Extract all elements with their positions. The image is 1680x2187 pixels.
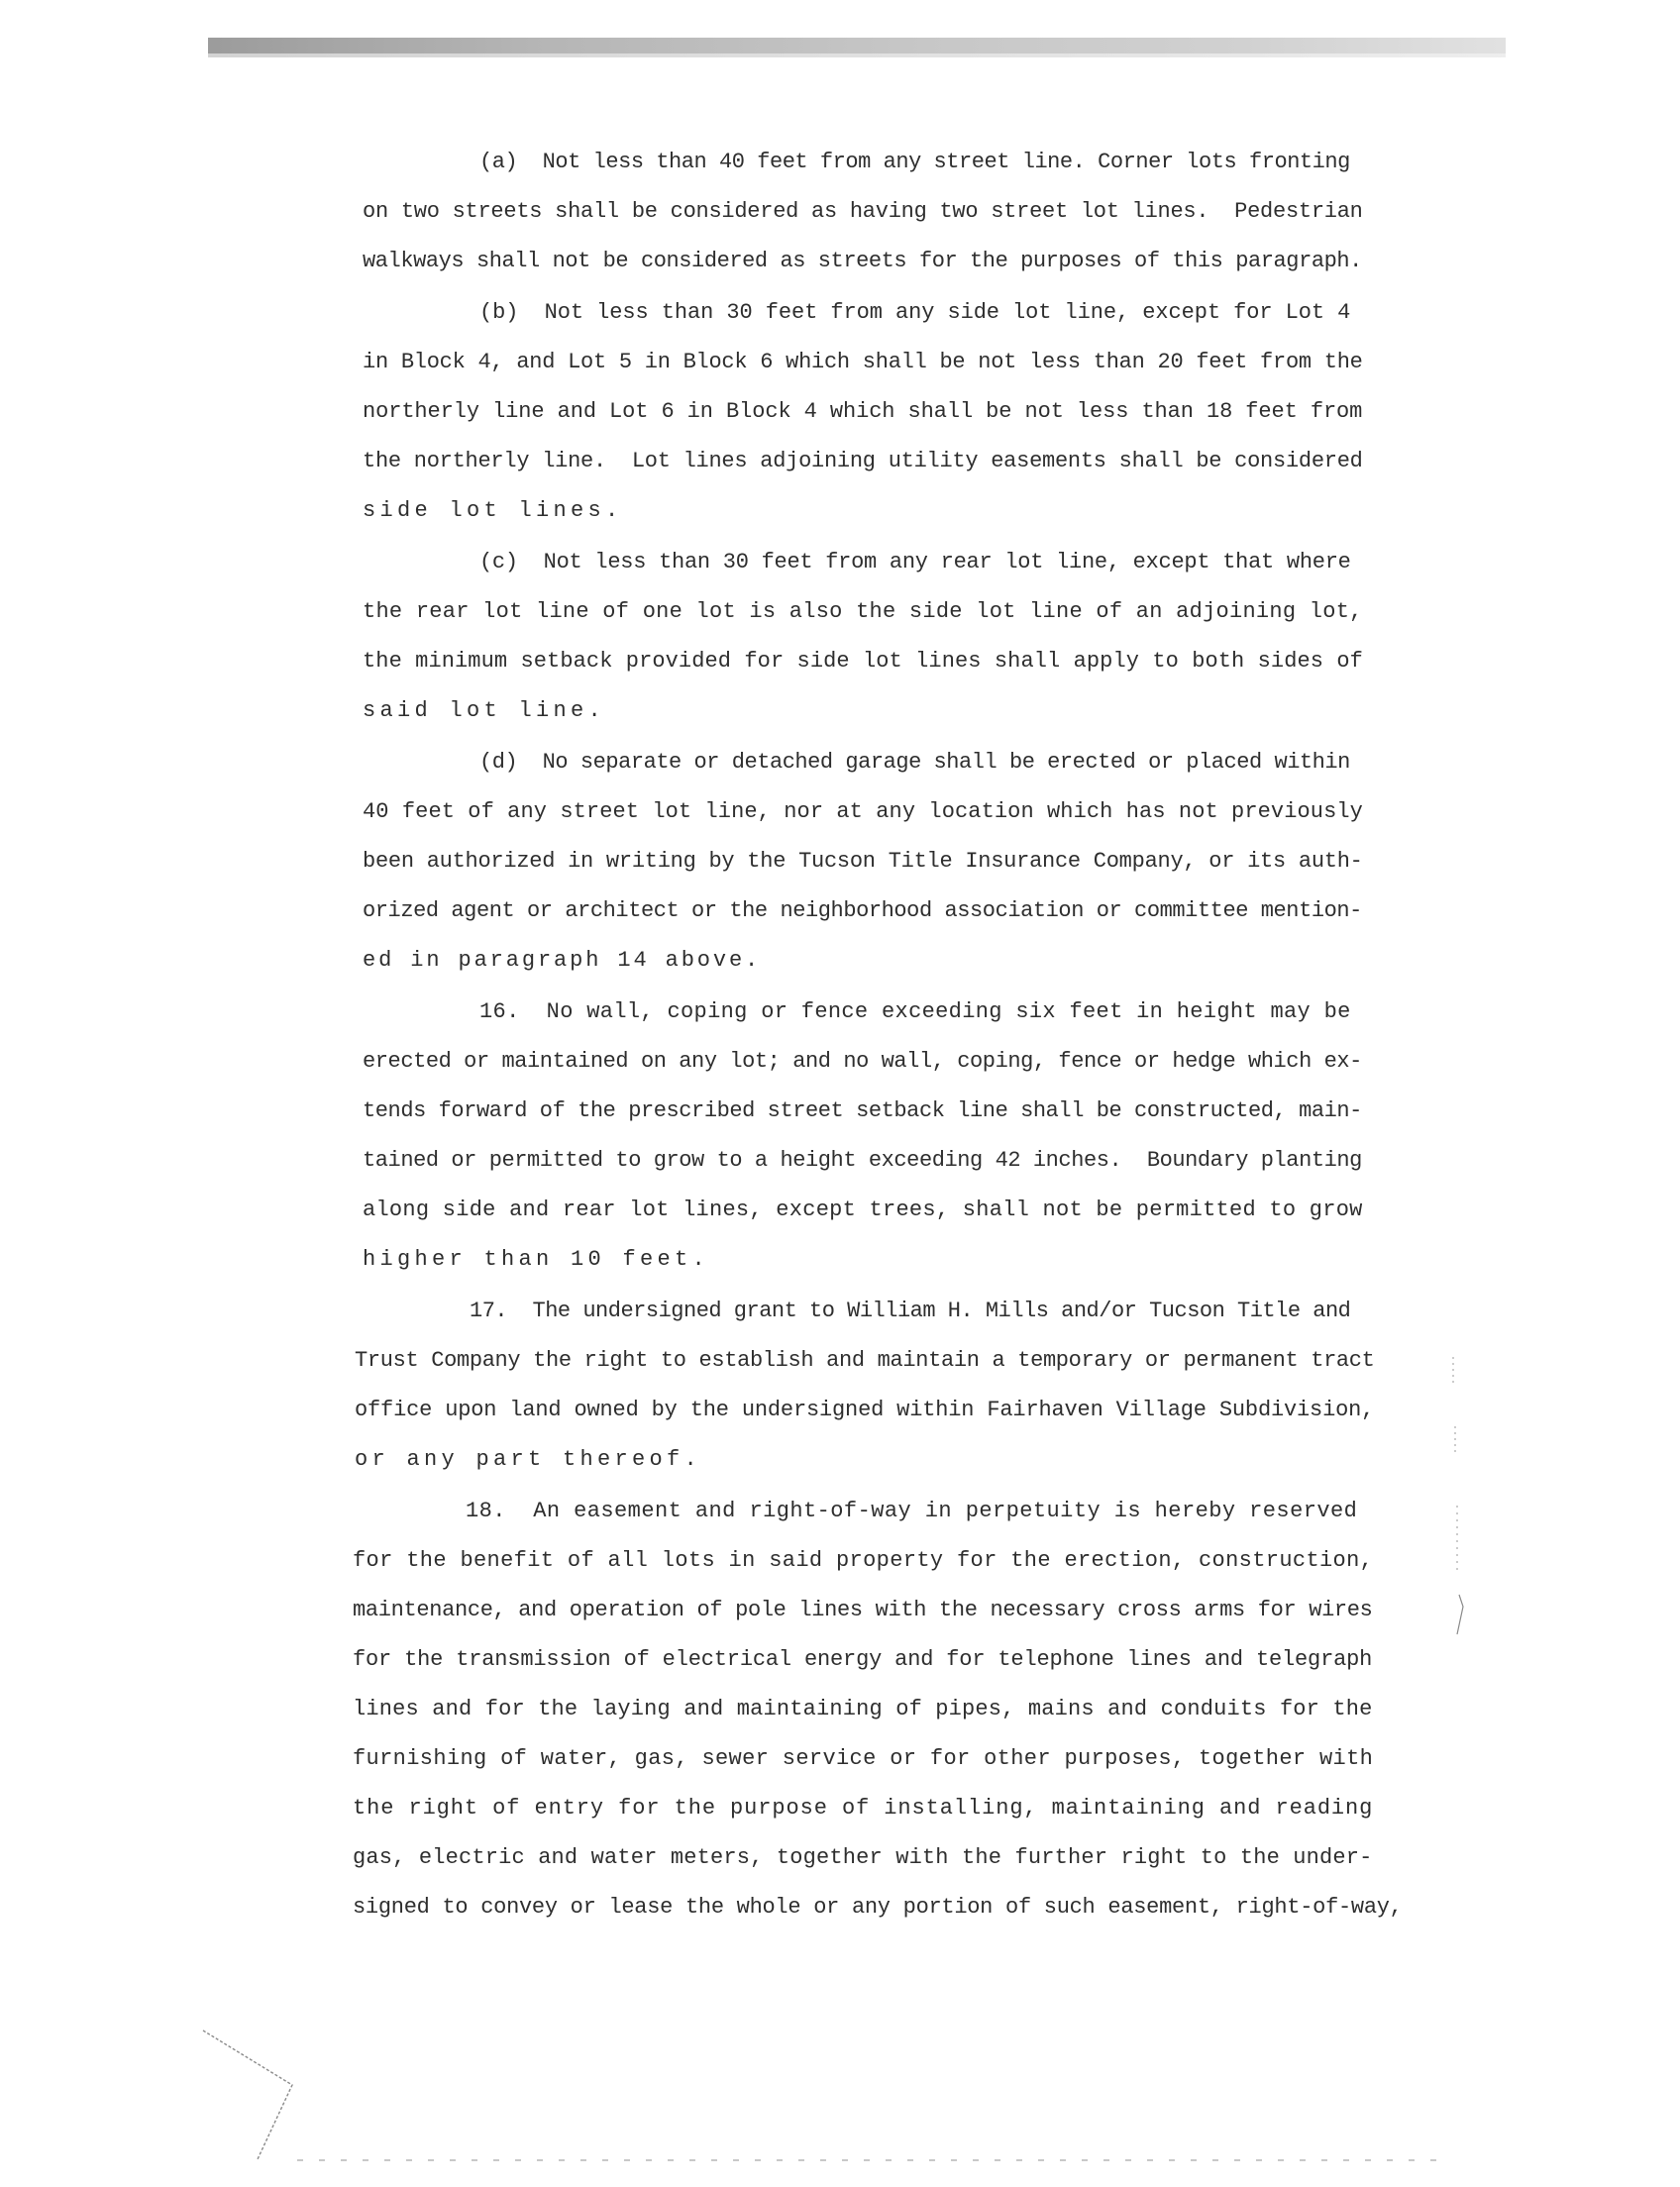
text-line: furnishing of water, gas, sewer service or for other purposes, together with xyxy=(353,1746,1374,1771)
text-line: side lot lines. xyxy=(363,498,623,523)
text-line: been authorized in writing by the Tucson Title Insurance Company, or its auth- xyxy=(363,849,1363,874)
text-line: orized agent or architect or the neighborhood association or committee mention- xyxy=(363,898,1362,923)
text-line: walkways shall not be considered as streets for the purposes of this paragraph. xyxy=(363,249,1362,273)
text-line: higher than 10 feet. xyxy=(363,1247,710,1272)
text-line: 17. The undersigned grant to William H. Mills and/or Tucson Title and xyxy=(470,1299,1351,1323)
text-line: (a) Not less than 40 feet from any street line. Corner lots fronting xyxy=(479,150,1350,174)
text-line: (d) No separate or detached garage shall be erected or placed within xyxy=(479,750,1350,775)
text-line: along side and rear lot lines, except trees, shall not be permitted to grow xyxy=(363,1198,1363,1222)
text-line: in Block 4, and Lot 5 in Block 6 which shall be not less than 20 feet from the xyxy=(363,350,1363,374)
text-line: maintenance, and operation of pole lines with the necessary cross arms for wires xyxy=(353,1598,1373,1622)
text-line: ed in paragraph 14 above. xyxy=(363,948,762,973)
corner-pencil-mark xyxy=(198,2011,317,2169)
text-line: the minimum setback provided for side lot lines shall apply to both sides of xyxy=(363,649,1363,674)
text-line: gas, electric and water meters, together with the further right to the under- xyxy=(353,1845,1373,1870)
text-line: or any part thereof. xyxy=(355,1447,702,1472)
text-line: (c) Not less than 30 feet from any rear lot line, except that where xyxy=(479,550,1351,574)
text-line: (b) Not less than 30 feet from any side lot line, except for Lot 4 xyxy=(479,300,1351,325)
text-line: the right of entry for the purpose of installing, maintaining and reading xyxy=(353,1796,1374,1821)
text-line: 18. An easement and right-of-way in perpetuity is hereby reserved xyxy=(466,1499,1358,1523)
text-line: 16. No wall, coping or fence exceeding six feet in height may be xyxy=(479,999,1351,1024)
text-line: tends forward of the prescribed street setback line shall be constructed, main- xyxy=(363,1098,1362,1123)
text-line: northerly line and Lot 6 in Block 4 which shall be not less than 18 feet from xyxy=(363,399,1363,424)
bottom-scan-noise xyxy=(297,2159,1436,2161)
text-line: said lot line. xyxy=(363,698,606,723)
text-line: for the benefit of all lots in said property for the erection, construction, xyxy=(353,1548,1374,1573)
text-line: tained or permitted to grow to a height exceeding 42 inches. Boundary planting xyxy=(363,1148,1362,1173)
text-line: the northerly line. Lot lines adjoining utility easements shall be considered xyxy=(363,449,1363,473)
text-line: signed to convey or lease the whole or any portion of such easement, right-of-way, xyxy=(353,1895,1403,1920)
text-line: on two streets shall be considered as having two street lot lines. Pedestrian xyxy=(363,199,1363,224)
margin-scan-marks xyxy=(1441,1347,1481,1664)
text-line: 40 feet of any street lot line, nor at any location which has not previously xyxy=(363,799,1363,824)
text-line: office upon land owned by the undersigned within Fairhaven Village Subdivision, xyxy=(355,1398,1375,1422)
text-line: for the transmission of electrical energy and for telephone lines and telegraph xyxy=(353,1647,1373,1672)
text-line: Trust Company the right to establish and maintain a temporary or permanent tract xyxy=(355,1348,1375,1373)
text-line: lines and for the laying and maintaining of pipes, mains and conduits for the xyxy=(353,1697,1373,1721)
text-line: the rear lot line of one lot is also the side lot line of an adjoining lot, xyxy=(363,599,1363,624)
text-line: erected or maintained on any lot; and no wall, coping, fence or hedge which ex- xyxy=(363,1049,1362,1074)
